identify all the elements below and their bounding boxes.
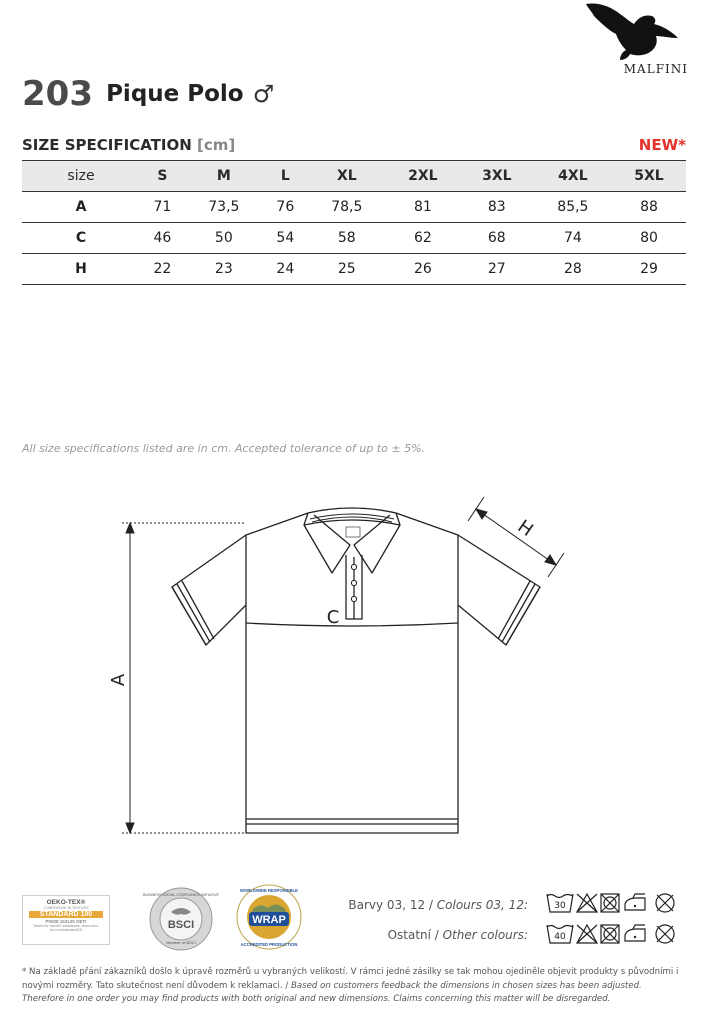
care-symbols-other [545,921,690,947]
table-cell: 58 [308,223,386,254]
dimension-label-c: C [326,607,340,628]
dimension-label-a: A [108,673,129,687]
eagle-icon [582,0,682,62]
size-col-header: XL [308,161,386,192]
brand-logo [576,0,690,82]
spec-heading-text: SIZE SPECIFICATION [22,136,192,154]
no-bleach-icon [577,925,597,943]
table-cell: 68 [460,223,534,254]
table-cell: 26 [386,254,460,285]
table-cell: 73,5 [185,192,263,223]
button [351,564,356,569]
iron-icon [625,925,645,941]
table-cell: 88 [612,192,686,223]
oeko-tex-tested: Tested for harmful substances. www.oeko-tex.com/standard100 [33,924,99,932]
table-cell: 71 [140,192,185,223]
table-cell: 80 [612,223,686,254]
size-table [22,160,686,285]
colours-main-cz: Barvy 03, 12 / [348,898,433,912]
new-badge: NEW* [638,136,686,154]
no-dry-clean-icon [656,894,674,912]
hem-band [246,819,458,824]
size-col-header: 5XL [612,161,686,192]
right-cuff [498,581,540,645]
neck-label [346,527,360,537]
table-row [22,192,686,223]
colours-other-en: Other colours: [442,928,528,942]
male-gender-icon: ♂ [252,80,275,108]
shirt-body-outline [246,535,458,833]
size-col-header: 4XL [534,161,612,192]
no-bleach-icon [577,894,597,912]
oeko-tex-title: OEKO-TEX® [46,899,86,906]
care-symbols-main [545,890,690,916]
no-tumble-dry-icon [601,894,619,912]
table-cell: 50 [185,223,263,254]
colours-other-cz: Ostatní / [387,928,439,942]
size-specification-heading [22,136,235,154]
table-cell: 76 [263,192,308,223]
button [351,596,356,601]
left-cuff [172,581,214,645]
table-cell: 54 [263,223,308,254]
table-cell: 29 [612,254,686,285]
table-cell: 83 [460,192,534,223]
table-cell: 85,5 [534,192,612,223]
bsci-ring-text: BUSINESS SOCIAL COMPLIANCE INITIATIVE [143,893,219,897]
wrap-bottom-text: ACCREDITED PRODUCTION [240,942,298,947]
table-cell: 24 [263,254,308,285]
table-cell: 74 [534,223,612,254]
size-col-header: 3XL [460,161,534,192]
size-col-header: L [263,161,308,192]
product-name: Pique Polo [106,81,244,107]
bsci-member-text: Member of BSCI [166,940,196,945]
table-cell: 28 [534,254,612,285]
table-cell: 27 [460,254,534,285]
tolerance-note: All size specifications listed are in cm. Accepted tolerance of up to ± 5%. [22,442,426,455]
button [351,580,356,585]
oeko-tex-code: P0028 153125 OETI [45,919,87,924]
brand-name: MALFINI [623,62,688,76]
table-cell: 62 [386,223,460,254]
footnote-en: Based on customers feedback the dimensions in chosen sizes has been adjusted. Therefore in one order you may find products with both original and new dimensions. Claims concerning this matter will be disregarded. [22,980,642,1004]
polo-shirt-diagram [100,495,570,845]
wrap-top-text: WORLDWIDE RESPONSIBLE [240,888,298,893]
product-code: 203 [22,74,93,114]
oeko-tex-logo [22,895,110,945]
row-label: A [22,192,140,223]
table-row [22,254,686,285]
no-dry-clean-icon [656,925,674,943]
oeko-tex-subtitle: CONFIDENCE IN TEXTILES [43,906,89,910]
colours-main-label [348,898,528,912]
table-cell: 46 [140,223,185,254]
size-header-row [22,161,686,192]
table-cell: 78,5 [308,192,386,223]
iron-icon [625,894,645,910]
table-cell: 25 [308,254,386,285]
no-tumble-dry-icon [601,925,619,943]
row-label: C [22,223,140,254]
row-label: H [22,254,140,285]
size-col-header: M [185,161,263,192]
yoke-seam [246,623,458,626]
table-cell: 23 [185,254,263,285]
table-row [22,223,686,254]
dimension-label-h: H [513,516,537,541]
spec-unit: [cm] [197,136,236,154]
bsci-logo [143,886,219,952]
table-cell: 22 [140,254,185,285]
size-col-header: S [140,161,185,192]
footnote [22,966,686,1007]
size-header-label: size [22,161,140,192]
footnote-cz: * Na základě přání zákazníků došlo k úpravě rozměrů u vybraných velikostí. V rámci jedné zásilky se tak mohou ojediněle objevit produkty s původními i novými rozměry. Tato skutečnost není důvodem k reklamaci. / [22,967,679,991]
size-col-header: 2XL [386,161,460,192]
wrap-text: WRAP [252,914,286,926]
colours-main-en: Colours 03, 12: [436,898,528,912]
wash-temp-main: 30 [554,901,566,911]
oeko-tex-standard: STANDARD 100 [29,911,103,918]
product-title [22,74,274,118]
colours-other-label [388,928,528,942]
wash-temp-other: 40 [554,932,566,942]
bsci-text: BSCI [167,919,195,931]
table-cell: 81 [386,192,460,223]
wrap-logo [234,882,304,952]
